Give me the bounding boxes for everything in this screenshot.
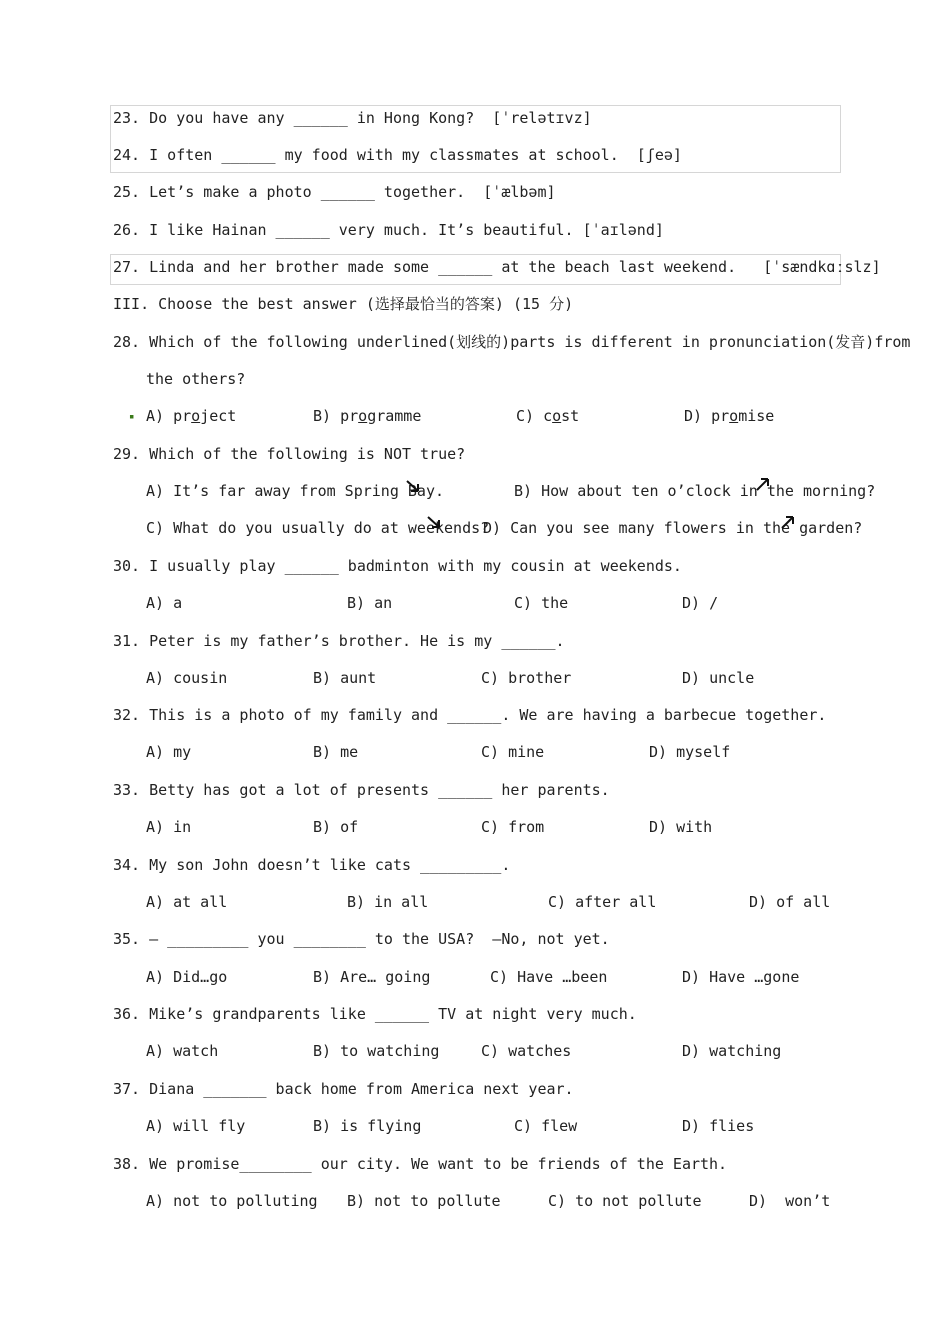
question-38-stem: 38. We promise________ our city. We want to be friends of the Earth. bbox=[113, 1155, 728, 1173]
q35-option-b: B) Are… going bbox=[313, 968, 431, 986]
q31-option-a: A) cousin bbox=[146, 669, 228, 687]
q34-option-c: C) after all bbox=[548, 893, 657, 911]
q33-option-c: C) from bbox=[481, 818, 545, 836]
question-25: 25. Let’s make a photo ______ together. [ˈælbəm] bbox=[113, 183, 556, 201]
rising-arrow-icon bbox=[755, 476, 771, 492]
q36-option-a: A) watch bbox=[146, 1042, 219, 1060]
q36-option-d: D) watching bbox=[682, 1042, 782, 1060]
question-23: 23. Do you have any ______ in Hong Kong? [ˈrelətɪvz] bbox=[113, 109, 592, 127]
q32-option-b: B) me bbox=[313, 743, 359, 761]
q32-option-c: C) mine bbox=[481, 743, 545, 761]
q38-option-a: A) not to polluting bbox=[146, 1192, 318, 1210]
question-26: 26. I like Hainan ______ very much. It’s beautiful. [ˈaɪlənd] bbox=[113, 221, 664, 239]
q38-option-b: B) not to pollute bbox=[347, 1192, 501, 1210]
question-36-stem: 36. Mike’s grandparents like ______ TV at night very much. bbox=[113, 1005, 637, 1023]
q36-option-c: C) watches bbox=[481, 1042, 572, 1060]
q29-option-d: D) Can you see many flowers in the garden? bbox=[483, 519, 863, 537]
q30-option-c: C) the bbox=[514, 594, 569, 612]
question-31-stem: 31. Peter is my father’s brother. He is my ______. bbox=[113, 632, 565, 650]
rising-arrow-icon bbox=[780, 514, 796, 530]
q33-option-b: B) of bbox=[313, 818, 359, 836]
q34-option-b: B) in all bbox=[347, 893, 429, 911]
q34-option-d: D) of all bbox=[749, 893, 831, 911]
q29-option-c: C) What do you usually do at weekends? bbox=[146, 519, 490, 537]
q36-option-b: B) to watching bbox=[313, 1042, 440, 1060]
q37-option-d: D) flies bbox=[682, 1117, 755, 1135]
q38-option-d: D) won’t bbox=[749, 1192, 831, 1210]
falling-arrow-icon bbox=[405, 478, 421, 494]
q30-option-a: A) a bbox=[146, 594, 183, 612]
q29-option-a: A) It’s far away from Spring Bay. bbox=[146, 482, 445, 500]
q35-option-a: A) Did…go bbox=[146, 968, 228, 986]
q37-option-b: B) is flying bbox=[313, 1117, 422, 1135]
q32-option-d: D) myself bbox=[649, 743, 731, 761]
q35-option-d: D) Have …gone bbox=[682, 968, 800, 986]
question-29-stem: 29. Which of the following is NOT true? bbox=[113, 445, 466, 463]
q28-option-a: A) project bbox=[146, 407, 237, 425]
question-30-stem: 30. I usually play ______ badminton with my cousin at weekends. bbox=[113, 557, 682, 575]
question-37-stem: 37. Diana _______ back home from America next year. bbox=[113, 1080, 574, 1098]
q35-option-c: C) Have …been bbox=[490, 968, 608, 986]
q33-option-d: D) with bbox=[649, 818, 713, 836]
question-28-stem-cont: the others? bbox=[146, 370, 246, 388]
q38-option-c: C) to not pollute bbox=[548, 1192, 702, 1210]
q34-option-a: A) at all bbox=[146, 893, 228, 911]
q28-option-d: D) promise bbox=[684, 407, 775, 425]
q37-option-c: C) flew bbox=[514, 1117, 578, 1135]
q29-option-b: B) How about ten o’clock in the morning? bbox=[514, 482, 876, 500]
q32-option-a: A) my bbox=[146, 743, 192, 761]
question-32-stem: 32. This is a photo of my family and ______. We are having a barbecue together. bbox=[113, 706, 827, 724]
section-3-heading: III. Choose the best answer (选择最恰当的答案) (15 分) bbox=[113, 295, 574, 313]
margin-mark-icon: ▪ bbox=[129, 412, 135, 422]
q37-option-a: A) will fly bbox=[146, 1117, 246, 1135]
q30-option-d: D) / bbox=[682, 594, 719, 612]
question-24: 24. I often ______ my food with my classmates at school. [ʃeə] bbox=[113, 146, 682, 164]
question-33-stem: 33. Betty has got a lot of presents ______ her parents. bbox=[113, 781, 610, 799]
q31-option-c: C) brother bbox=[481, 669, 572, 687]
q31-option-b: B) aunt bbox=[313, 669, 377, 687]
q28-option-b: B) programme bbox=[313, 407, 422, 425]
falling-arrow-icon bbox=[426, 514, 442, 530]
question-27: 27. Linda and her brother made some ______ at the beach last weekend. [ˈsændkɑːslz] bbox=[113, 258, 881, 276]
q30-option-b: B) an bbox=[347, 594, 393, 612]
question-34-stem: 34. My son John doesn’t like cats _________. bbox=[113, 856, 511, 874]
q33-option-a: A) in bbox=[146, 818, 192, 836]
question-28-stem: 28. Which of the following underlined(划线的)parts is different in pronunciation(发音)from bbox=[113, 333, 911, 351]
question-35-stem: 35. — _________ you ________ to the USA? —No, not yet. bbox=[113, 930, 610, 948]
q28-option-c: C) cost bbox=[516, 407, 580, 425]
q31-option-d: D) uncle bbox=[682, 669, 755, 687]
